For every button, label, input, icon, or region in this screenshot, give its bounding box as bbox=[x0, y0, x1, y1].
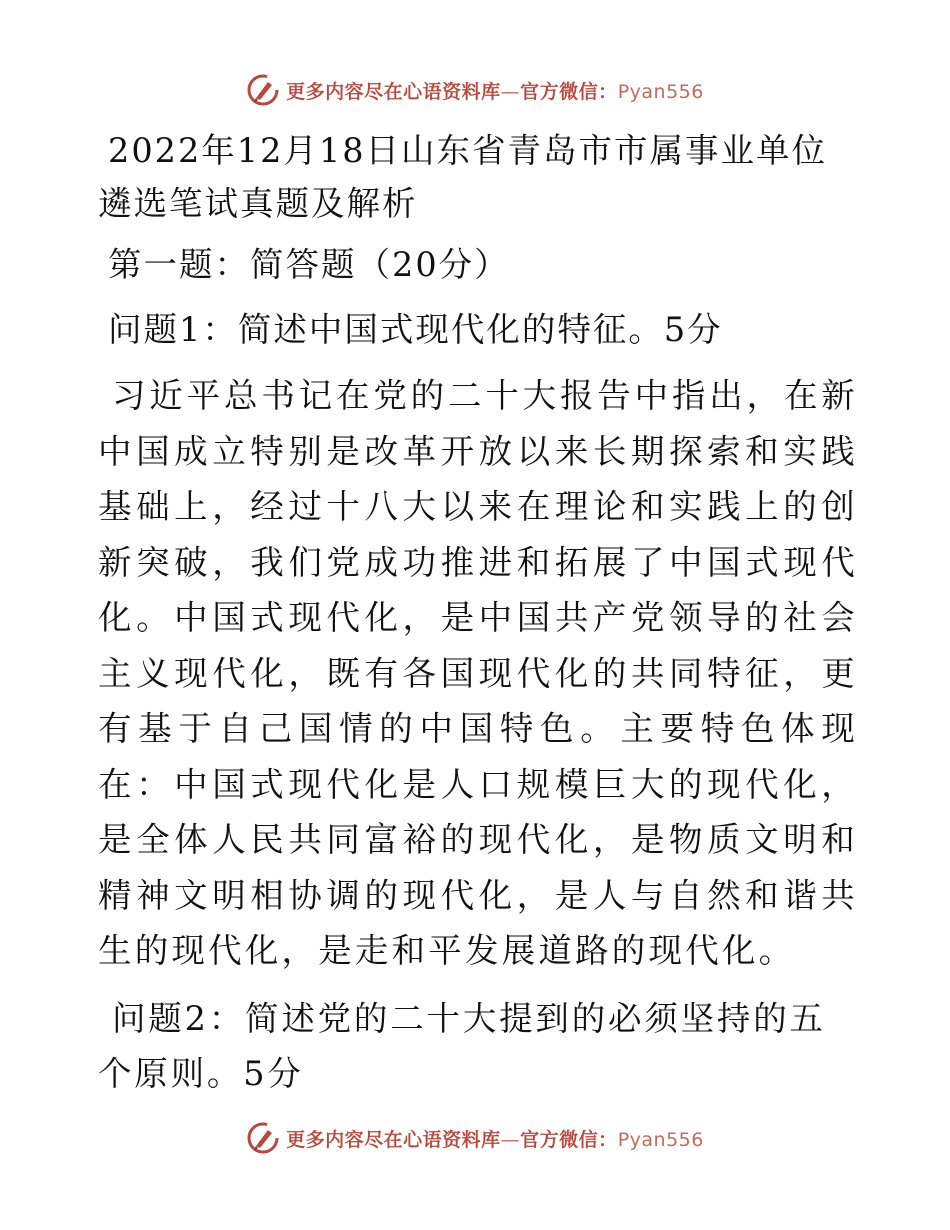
watermark-text bbox=[286, 77, 704, 104]
watermark-wechat-label: 官方微信： bbox=[520, 1128, 618, 1151]
watermark-wechat-label: 官方微信： bbox=[520, 80, 618, 103]
watermark-text bbox=[286, 1125, 704, 1152]
document-title: 2022年12月18日山东省青岛市市属事业单位遴选笔试真题及解析 bbox=[98, 131, 828, 223]
watermark-wechat-id: Pyan556 bbox=[617, 1128, 704, 1151]
watermark-separator: — bbox=[500, 1128, 521, 1151]
watermark-separator: — bbox=[500, 80, 521, 103]
question-2: 问题2：简述党的二十大提到的必须坚持的五个原则。5分 bbox=[98, 998, 826, 1093]
pen-logo-icon bbox=[246, 1121, 280, 1155]
question-1: 问题1：简述中国式现代化的特征。5分 bbox=[108, 310, 723, 349]
answer-1-paragraph: 习近平总书记在党的二十大报告中指出，在新中国成立特别是改革开放以来长期探索和实践基础上，经过十八大以来在理论和实践上的创新突破，我们党成功推进和拓展了中国式现代化。中国式现代化，是中国共产党领导的社会主义现代化，既有各国现代化的共同特征，更有基于自己国情的中国特色。主要特色体现在：中国式现代化是人口规模巨大的现代化，是全体人民共同富裕的现代化，是物质文明和精神文明相协调的现代化，是人与自然和谐共生的现代化，是走和平发展道路的现代化。 bbox=[98, 376, 858, 970]
section-heading: 第一题：简答题（20分） bbox=[108, 245, 510, 284]
document-body bbox=[98, 124, 858, 1101]
footer-watermark-banner bbox=[0, 1118, 950, 1158]
watermark-main-text: 更多内容尽在心语资料库 bbox=[286, 80, 501, 103]
watermark-main-text: 更多内容尽在心语资料库 bbox=[286, 1128, 501, 1151]
pen-logo-icon bbox=[246, 73, 280, 107]
header-watermark-banner bbox=[0, 70, 950, 110]
watermark-wechat-id: Pyan556 bbox=[617, 80, 704, 103]
